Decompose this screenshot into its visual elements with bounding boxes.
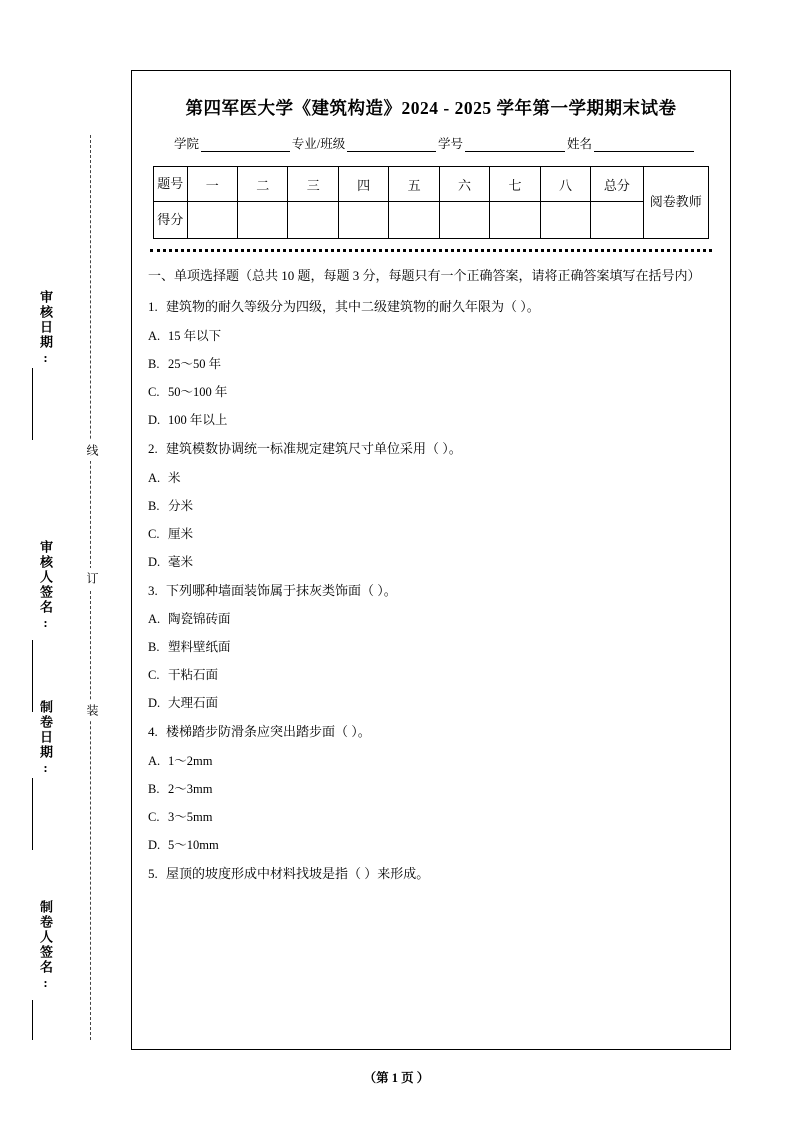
seal-mark-bind: 订: [84, 568, 101, 589]
question-2-option-d[interactable]: [148, 552, 714, 572]
margin-note-review-date-rule: [32, 368, 33, 440]
question-2-option-d-letter: D.: [148, 554, 161, 569]
question-1-option-a-letter: A.: [148, 328, 161, 343]
question-3-text: 下列哪种墙面装饰属于抹灰类饰面（ ）。: [166, 582, 397, 598]
score-table-col-6: 六: [439, 167, 489, 202]
field-input-college[interactable]: [201, 138, 290, 152]
question-1-option-b-text: 25～50 年: [168, 356, 222, 371]
exam-paper-frame: [131, 70, 731, 1050]
score-cell-8[interactable]: [540, 202, 590, 239]
question-1-text: 建筑物的耐久等级分为四级，其中二级建筑物的耐久年限为（ ）。: [166, 299, 540, 315]
question-3: [148, 581, 714, 602]
question-1-option-a[interactable]: [148, 326, 714, 346]
question-1-option-a-text: 15 年以下: [168, 328, 222, 343]
left-margin-notes: [0, 0, 130, 1122]
score-table-col-5: 五: [389, 167, 439, 202]
field-input-name[interactable]: [594, 138, 694, 152]
margin-note-review-date: 审核日期:: [38, 290, 53, 367]
question-4-option-c[interactable]: [148, 807, 714, 827]
seal-mark-line: 线: [84, 440, 101, 461]
question-1-option-d[interactable]: [148, 410, 714, 430]
score-table-teacher-header: 阅卷教师: [643, 167, 708, 239]
question-2-option-a-text: 米: [168, 470, 181, 485]
margin-note-reviewer-sign: 审核人签名:: [38, 540, 53, 632]
field-input-major-class[interactable]: [347, 138, 436, 152]
question-1-option-d-letter: D.: [148, 412, 161, 427]
score-cell-4[interactable]: [338, 202, 388, 239]
margin-note-reviewer-sign-rule: [32, 640, 33, 712]
margin-note-paper-sign: 制卷人签名:: [38, 900, 53, 992]
question-5: [148, 864, 714, 885]
seal-mark-pack: 装: [84, 700, 101, 721]
question-1-option-b[interactable]: [148, 354, 714, 374]
question-4-option-b-text: 2～3mm: [168, 782, 213, 797]
score-table-col-total: 总分: [591, 167, 643, 202]
question-4-option-d-letter: D.: [148, 838, 161, 853]
score-cell-total[interactable]: [591, 202, 643, 239]
question-2-option-b[interactable]: [148, 496, 714, 516]
question-4-option-c-letter: C.: [148, 810, 160, 825]
margin-note-paper-sign-rule: [32, 1000, 33, 1040]
table-row-question-numbers: [154, 167, 709, 202]
question-4-text: 楼梯踏步防滑条应突出踏步面（ ）。: [166, 724, 371, 740]
question-5-number: 5.: [148, 866, 158, 882]
question-1-option-b-letter: B.: [148, 356, 160, 371]
question-3-option-c[interactable]: [148, 665, 714, 685]
question-4-number: 4.: [148, 724, 158, 740]
question-1: [148, 297, 714, 318]
question-2-option-c-letter: C.: [148, 526, 160, 541]
score-table-row-label-question: 题号: [154, 167, 188, 202]
question-3-option-d-text: 大理石面: [168, 696, 219, 711]
section-divider: [150, 249, 712, 252]
score-cell-6[interactable]: [439, 202, 489, 239]
question-3-option-b-text: 塑料壁纸面: [168, 640, 231, 655]
question-4: [148, 722, 714, 743]
score-cell-1[interactable]: [187, 202, 237, 239]
question-1-option-c-text: 50～100 年: [168, 384, 228, 399]
question-1-option-c-letter: C.: [148, 384, 160, 399]
field-label-college: 学院: [174, 137, 200, 151]
question-3-option-c-letter: C.: [148, 668, 160, 683]
question-2-option-c[interactable]: [148, 524, 714, 544]
student-info-line: [148, 134, 714, 152]
question-4-option-d[interactable]: [148, 835, 714, 855]
score-table-col-3: 三: [288, 167, 338, 202]
question-3-option-c-text: 干粘石面: [168, 668, 219, 683]
score-cell-2[interactable]: [238, 202, 288, 239]
question-3-option-a[interactable]: [148, 609, 714, 629]
question-4-option-b-letter: B.: [148, 782, 160, 797]
question-4-option-a-letter: A.: [148, 754, 161, 769]
question-1-option-c[interactable]: [148, 382, 714, 402]
section-heading-1: 一、单项选择题（总共 10 题，每题 3 分，每题只有一个正确答案，请将正确答案填写在括号内）: [148, 268, 701, 283]
question-2: [148, 439, 714, 460]
score-table-col-7: 七: [490, 167, 540, 202]
table-row-scores: [154, 202, 709, 239]
question-2-option-b-text: 分米: [168, 498, 194, 513]
page-title: 第四军医大学《建筑构造》2024 - 2025 学年第一学期期末试卷: [185, 98, 677, 118]
question-2-text: 建筑模数协调统一标准规定建筑尺寸单位采用（ ）。: [166, 440, 462, 456]
question-4-option-a-text: 1～2mm: [168, 754, 213, 769]
score-table: [153, 166, 709, 239]
question-4-option-c-text: 3～5mm: [168, 810, 213, 825]
margin-note-paper-date: 制卷日期:: [38, 700, 53, 777]
question-1-option-d-text: 100 年以上: [168, 412, 228, 427]
field-label-major-class: 专业/班级: [291, 137, 346, 151]
score-cell-5[interactable]: [389, 202, 439, 239]
score-table-row-label-score: 得分: [154, 202, 188, 239]
question-5-text: 屋顶的坡度形成中材料找坡是指（ ）来形成。: [166, 866, 430, 882]
question-2-number: 2.: [148, 440, 158, 456]
question-2-option-a-letter: A.: [148, 470, 161, 485]
question-4-option-a[interactable]: [148, 751, 714, 771]
question-2-option-d-text: 毫米: [168, 554, 194, 569]
score-table-col-8: 八: [540, 167, 590, 202]
score-cell-7[interactable]: [490, 202, 540, 239]
question-3-number: 3.: [148, 582, 158, 598]
question-3-option-d-letter: D.: [148, 696, 161, 711]
score-table-col-2: 二: [238, 167, 288, 202]
field-label-student-id: 学号: [437, 137, 463, 151]
score-table-col-1: 一: [187, 167, 237, 202]
question-3-option-b[interactable]: [148, 637, 714, 657]
question-4-option-b[interactable]: [148, 779, 714, 799]
field-label-name: 姓名: [566, 137, 592, 151]
score-table-col-4: 四: [338, 167, 388, 202]
question-2-option-c-text: 厘米: [168, 526, 194, 541]
question-2-option-b-letter: B.: [148, 498, 160, 513]
question-3-option-d[interactable]: [148, 693, 714, 713]
field-input-student-id[interactable]: [465, 138, 565, 152]
question-3-option-b-letter: B.: [148, 640, 160, 655]
score-cell-3[interactable]: [288, 202, 338, 239]
margin-note-paper-date-rule: [32, 778, 33, 850]
question-4-option-d-text: 5～10mm: [168, 838, 219, 853]
question-1-number: 1.: [148, 299, 158, 315]
question-2-option-a[interactable]: [148, 468, 714, 488]
question-3-option-a-letter: A.: [148, 612, 161, 627]
question-3-option-a-text: 陶瓷锦砖面: [168, 612, 231, 627]
page-footer: （第 1 页 ）: [363, 1071, 430, 1085]
